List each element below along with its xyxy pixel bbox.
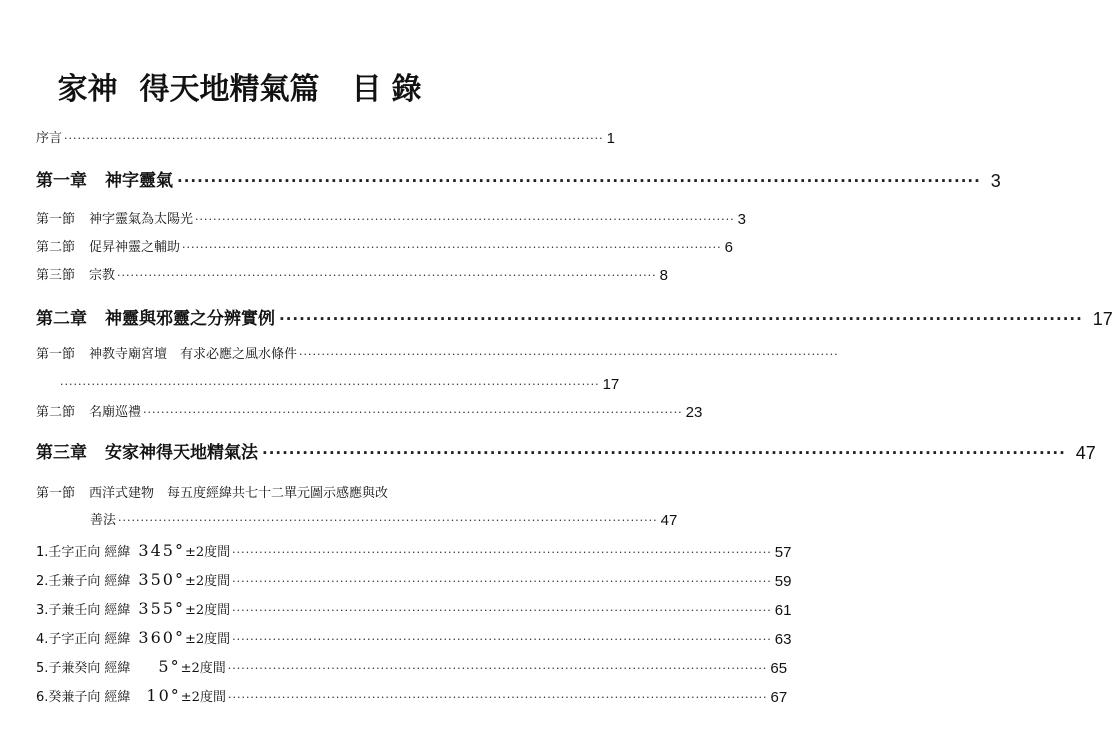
toc-section[interactable] <box>36 265 668 287</box>
dot-leader: ························································································································ <box>60 378 600 391</box>
toc-section-continuation[interactable] <box>60 374 620 396</box>
toc-section[interactable] <box>36 402 703 424</box>
toc-page-number: 59 <box>774 573 792 590</box>
dot-leader: ························································································································ <box>232 546 772 559</box>
toc-entry-preface[interactable] <box>36 128 615 150</box>
toc-subsection[interactable] <box>36 540 792 564</box>
subsection-range: ±2度間 <box>184 545 231 560</box>
chapter-title: 安家神得天地精氣法 <box>105 443 258 463</box>
chapter-label: 第三章 <box>36 443 87 463</box>
toc-section[interactable] <box>36 344 839 366</box>
toc-section[interactable] <box>36 209 746 231</box>
toc-page-number: 1 <box>606 130 615 147</box>
toc-section-continuation[interactable] <box>90 510 678 532</box>
section-title: 促昇神靈之輔助 <box>89 240 181 255</box>
toc-subsection[interactable] <box>36 598 792 622</box>
toc-entry-text: 序言 <box>36 131 63 146</box>
dot-leader: ························································································································ <box>299 348 839 361</box>
subsection-text: 經緯 <box>104 603 131 618</box>
section-label: 第二節 <box>36 240 76 255</box>
toc-section[interactable] <box>36 237 733 259</box>
dot-leader: ························································································································ <box>182 241 722 254</box>
dot-leader: ························································································································ <box>227 691 768 704</box>
dot-leader: ························································································································ <box>118 514 658 527</box>
subsection-label: 5.子兼癸向 <box>36 661 101 676</box>
toc-subsection[interactable] <box>36 569 792 593</box>
subsection-text: 經緯 <box>104 574 131 589</box>
toc-chapter-1[interactable] <box>36 168 1001 194</box>
dot-leader: ························································································································ <box>279 310 1083 328</box>
section-title: 神教寺廟宮壇 有求必應之風水條件 <box>89 347 298 362</box>
subsection-label: 4.子字正向 <box>36 632 101 647</box>
toc-page-number: 47 <box>660 512 678 529</box>
subsection-degree: 360° <box>138 628 185 647</box>
toc-page-number: 8 <box>659 267 668 284</box>
toc-subsection[interactable] <box>36 685 788 709</box>
subsection-degree: 350° <box>138 570 185 589</box>
subsection-degree: 345° <box>138 541 185 560</box>
toc-subsection[interactable] <box>36 656 788 680</box>
page-title <box>0 70 489 110</box>
toc-section[interactable] <box>36 483 454 505</box>
subsection-range: ±2度間 <box>184 574 231 589</box>
title-part-1: 家神 <box>57 72 118 107</box>
subsection-label: 2.壬兼子向 <box>36 574 101 589</box>
toc-subsection[interactable] <box>36 627 792 651</box>
subsection-degree: 5° <box>158 657 181 676</box>
toc-page-number: 17 <box>602 376 620 393</box>
subsection-degree: 10° <box>146 686 181 705</box>
section-label: 第三節 <box>36 268 76 283</box>
dot-leader: ························································································································ <box>262 444 1066 462</box>
chapter-label: 第二章 <box>36 309 87 329</box>
toc-page-number: 3 <box>737 211 746 228</box>
subsection-range: ±2度間 <box>184 632 231 647</box>
title-part-3: 目錄 <box>351 72 432 107</box>
toc-page-number: 61 <box>774 602 792 619</box>
section-label: 第一節 <box>36 486 76 501</box>
toc-page-number: 6 <box>724 239 733 256</box>
dot-leader: ························································································································ <box>227 662 768 675</box>
toc-page-number: 63 <box>774 631 792 648</box>
toc-page-number: 67 <box>770 689 788 706</box>
dot-leader: ························································································································ <box>232 604 772 617</box>
chapter-title: 神字靈氣 <box>105 171 173 191</box>
toc-chapter-3[interactable] <box>36 440 1096 466</box>
dot-leader: ························································································································ <box>117 269 657 282</box>
section-label: 第一節 <box>36 212 76 227</box>
toc-page-number: 3 <box>990 171 1001 191</box>
subsection-text: 經緯 <box>104 690 131 705</box>
subsection-text: 經緯 <box>104 632 131 647</box>
dot-leader: ························································································································ <box>195 213 735 226</box>
subsection-range: ±2度間 <box>184 603 231 618</box>
toc-page-number: 57 <box>774 544 792 561</box>
section-label: 第一節 <box>36 347 76 362</box>
dot-leader: ························································································································ <box>232 633 772 646</box>
subsection-text: 經緯 <box>104 661 131 676</box>
subsection-degree: 355° <box>138 599 185 618</box>
section-title: 宗教 <box>89 268 116 283</box>
subsection-label: 6.癸兼子向 <box>36 690 101 705</box>
toc-page-number: 23 <box>685 404 703 421</box>
dot-leader: ························································································································ <box>64 132 604 145</box>
toc-page-number: 17 <box>1092 309 1113 329</box>
chapter-label: 第一章 <box>36 171 87 191</box>
dot-leader: ························································································································ <box>177 172 981 190</box>
section-title: 西洋式建物 每五度經緯共七十二單元圖示感應與改 <box>89 486 389 501</box>
subsection-range: ±2度間 <box>180 661 226 676</box>
title-part-2: 得天地精氣篇 <box>139 72 320 107</box>
subsection-label: 3.子兼壬向 <box>36 603 101 618</box>
toc-page-number: 65 <box>770 660 788 677</box>
section-title-continuation: 善法 <box>90 513 117 528</box>
section-label: 第二節 <box>36 405 76 420</box>
toc-page-number: 47 <box>1075 443 1096 463</box>
subsection-text: 經緯 <box>104 545 131 560</box>
dot-leader: ························································································································ <box>143 406 683 419</box>
chapter-title: 神靈與邪靈之分辨實例 <box>105 309 275 329</box>
dot-leader: ························································································································ <box>232 575 772 588</box>
section-title: 神字靈氣為太陽光 <box>89 212 194 227</box>
toc-chapter-2[interactable] <box>36 306 1113 332</box>
section-title: 名廟巡禮 <box>89 405 142 420</box>
subsection-label: 1.壬字正向 <box>36 545 101 560</box>
subsection-range: ±2度間 <box>180 690 226 705</box>
